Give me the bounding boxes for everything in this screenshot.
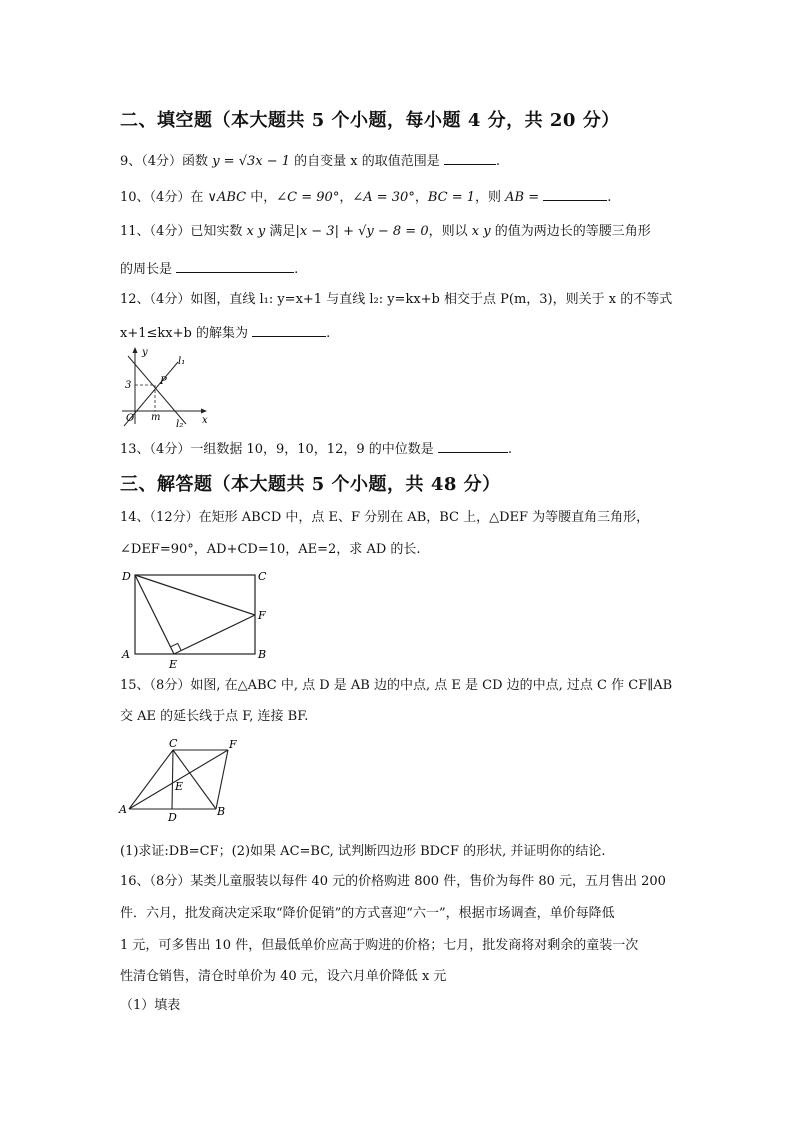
q12-answer-blank[interactable]	[252, 322, 326, 337]
question-15-line-1: 15、（8分）如图, 在△ABC 中, 点 D 是 AB 边的中点, 点 E 是 CD 边的中点, 过点 C 作 CF∥AB	[120, 678, 673, 693]
q9-expression: y = √3x − 1	[212, 154, 291, 169]
question-13: 13、（4分）一组数据 10，9，10，12，9 的中位数是 .	[120, 438, 512, 460]
question-16-line-1: 16、（8分）某类儿童服装以每件 40 元的价格购进 800 件，售价为每件 80 元，五月售出 200	[120, 874, 666, 889]
fig15-label-e: E	[175, 780, 184, 793]
x-axis-arrow	[201, 409, 207, 414]
question-14-line-1: 14、（12分）在矩形 ABCD 中，点 E、F 分别在 AB，BC 上，△DEF 为等腰直角三角形，	[120, 510, 650, 525]
question-16-line-4: 性清仓销售，清仓时单价为 40 元，设六月单价降低 x 元	[120, 969, 447, 984]
fig14-label-c: C	[258, 570, 267, 583]
q9-answer-blank[interactable]	[444, 150, 496, 165]
section-2-title: 二、填空题（本大题共 5 个小题，每小题 4 分，共 20 分）	[120, 110, 620, 131]
fig15-label-d: D	[168, 811, 177, 824]
fig15-label-f: F	[229, 738, 237, 751]
q13-answer-blank[interactable]	[438, 438, 508, 453]
question-14-line-2: ∠DEF=90°，AD+CD=10，AE=2，求 AD 的长.	[120, 542, 421, 557]
q10-answer-blank[interactable]	[543, 186, 607, 201]
question-11-line-1: 11、（4分）已知实数 x y 满足|x − 3| + √y − 8 = 0，则以 x y 的值为两边长的等腰三角形	[120, 224, 651, 239]
rectangle-abcd	[135, 575, 255, 654]
question-10: 10、（4分）在 ∨ABC 中，∠C = 90°，∠A = 30°，BC = 1，则 AB = .	[120, 186, 611, 208]
fig14-label-e: E	[169, 658, 178, 671]
fig15-label-b: B	[217, 805, 226, 818]
segment-bf	[216, 750, 228, 809]
fig14-label-b: B	[258, 648, 267, 661]
fig-label-3: 3	[125, 380, 132, 391]
question-9: 9、（4分）函数 y = √3x − 1 的自变量 x 的取值范围是 .	[120, 150, 500, 172]
fig-label-o: O	[126, 413, 135, 424]
question-12-line-1: 12、（4分）如图，直线 l₁: y=x+1 与直线 l₂: y=kx+b 相交于点 P(m，3)，则关于 x 的不等式	[120, 292, 673, 307]
question-15-line-3: (1)求证:DB=CF；(2)如果 AC=BC, 试判断四边形 BDCF 的形状, 并证明你的结论.	[120, 844, 606, 859]
q12-figure	[118, 344, 213, 432]
y-axis-arrow	[133, 347, 138, 353]
fig-label-m: m	[151, 412, 161, 423]
fig-label-y: y	[142, 347, 148, 358]
question-15-line-2: 交 AE 的延长线于点 F, 连接 BF.	[120, 709, 309, 724]
segment-df	[135, 575, 255, 615]
fig-label-l2: l₂	[176, 419, 184, 430]
fig14-label-f: F	[258, 609, 266, 622]
question-11-line-2: 的周长是 .	[120, 258, 298, 280]
fig-label-l1: l₁	[178, 356, 186, 367]
question-12-line-2: x+1≤kx+b 的解集为 .	[120, 322, 330, 344]
fig14-label-a: A	[122, 648, 130, 661]
question-16-line-3: 1 元，可多售出 10 件，但最低单价应高于购进的价格；七月，批发商将对剩余的童装一次	[120, 938, 639, 953]
segment-cd	[172, 750, 173, 809]
fig-label-x: x	[202, 415, 208, 426]
question-16-line-2: 件．六月，批发商决定采取“降价促销”的方式喜迎“六一”，根据市场调查，单价每降低	[120, 906, 615, 921]
q11-expression: |x − 3| + √y − 8 = 0	[295, 224, 429, 239]
segment-ac	[129, 750, 173, 809]
fig15-label-a: A	[119, 803, 127, 816]
q15-figure	[116, 738, 246, 822]
segment-de	[135, 575, 174, 654]
fig15-label-c: C	[169, 737, 178, 750]
question-16-line-5: （1）填表	[120, 998, 181, 1013]
segment-ef	[174, 615, 255, 654]
fig-label-p: P	[160, 376, 167, 387]
q14-figure	[118, 566, 278, 672]
fig14-label-d: D	[122, 570, 131, 583]
section-3-title: 三、解答题（本大题共 5 个小题，共 48 分）	[120, 474, 501, 495]
q11-answer-blank[interactable]	[176, 258, 294, 273]
